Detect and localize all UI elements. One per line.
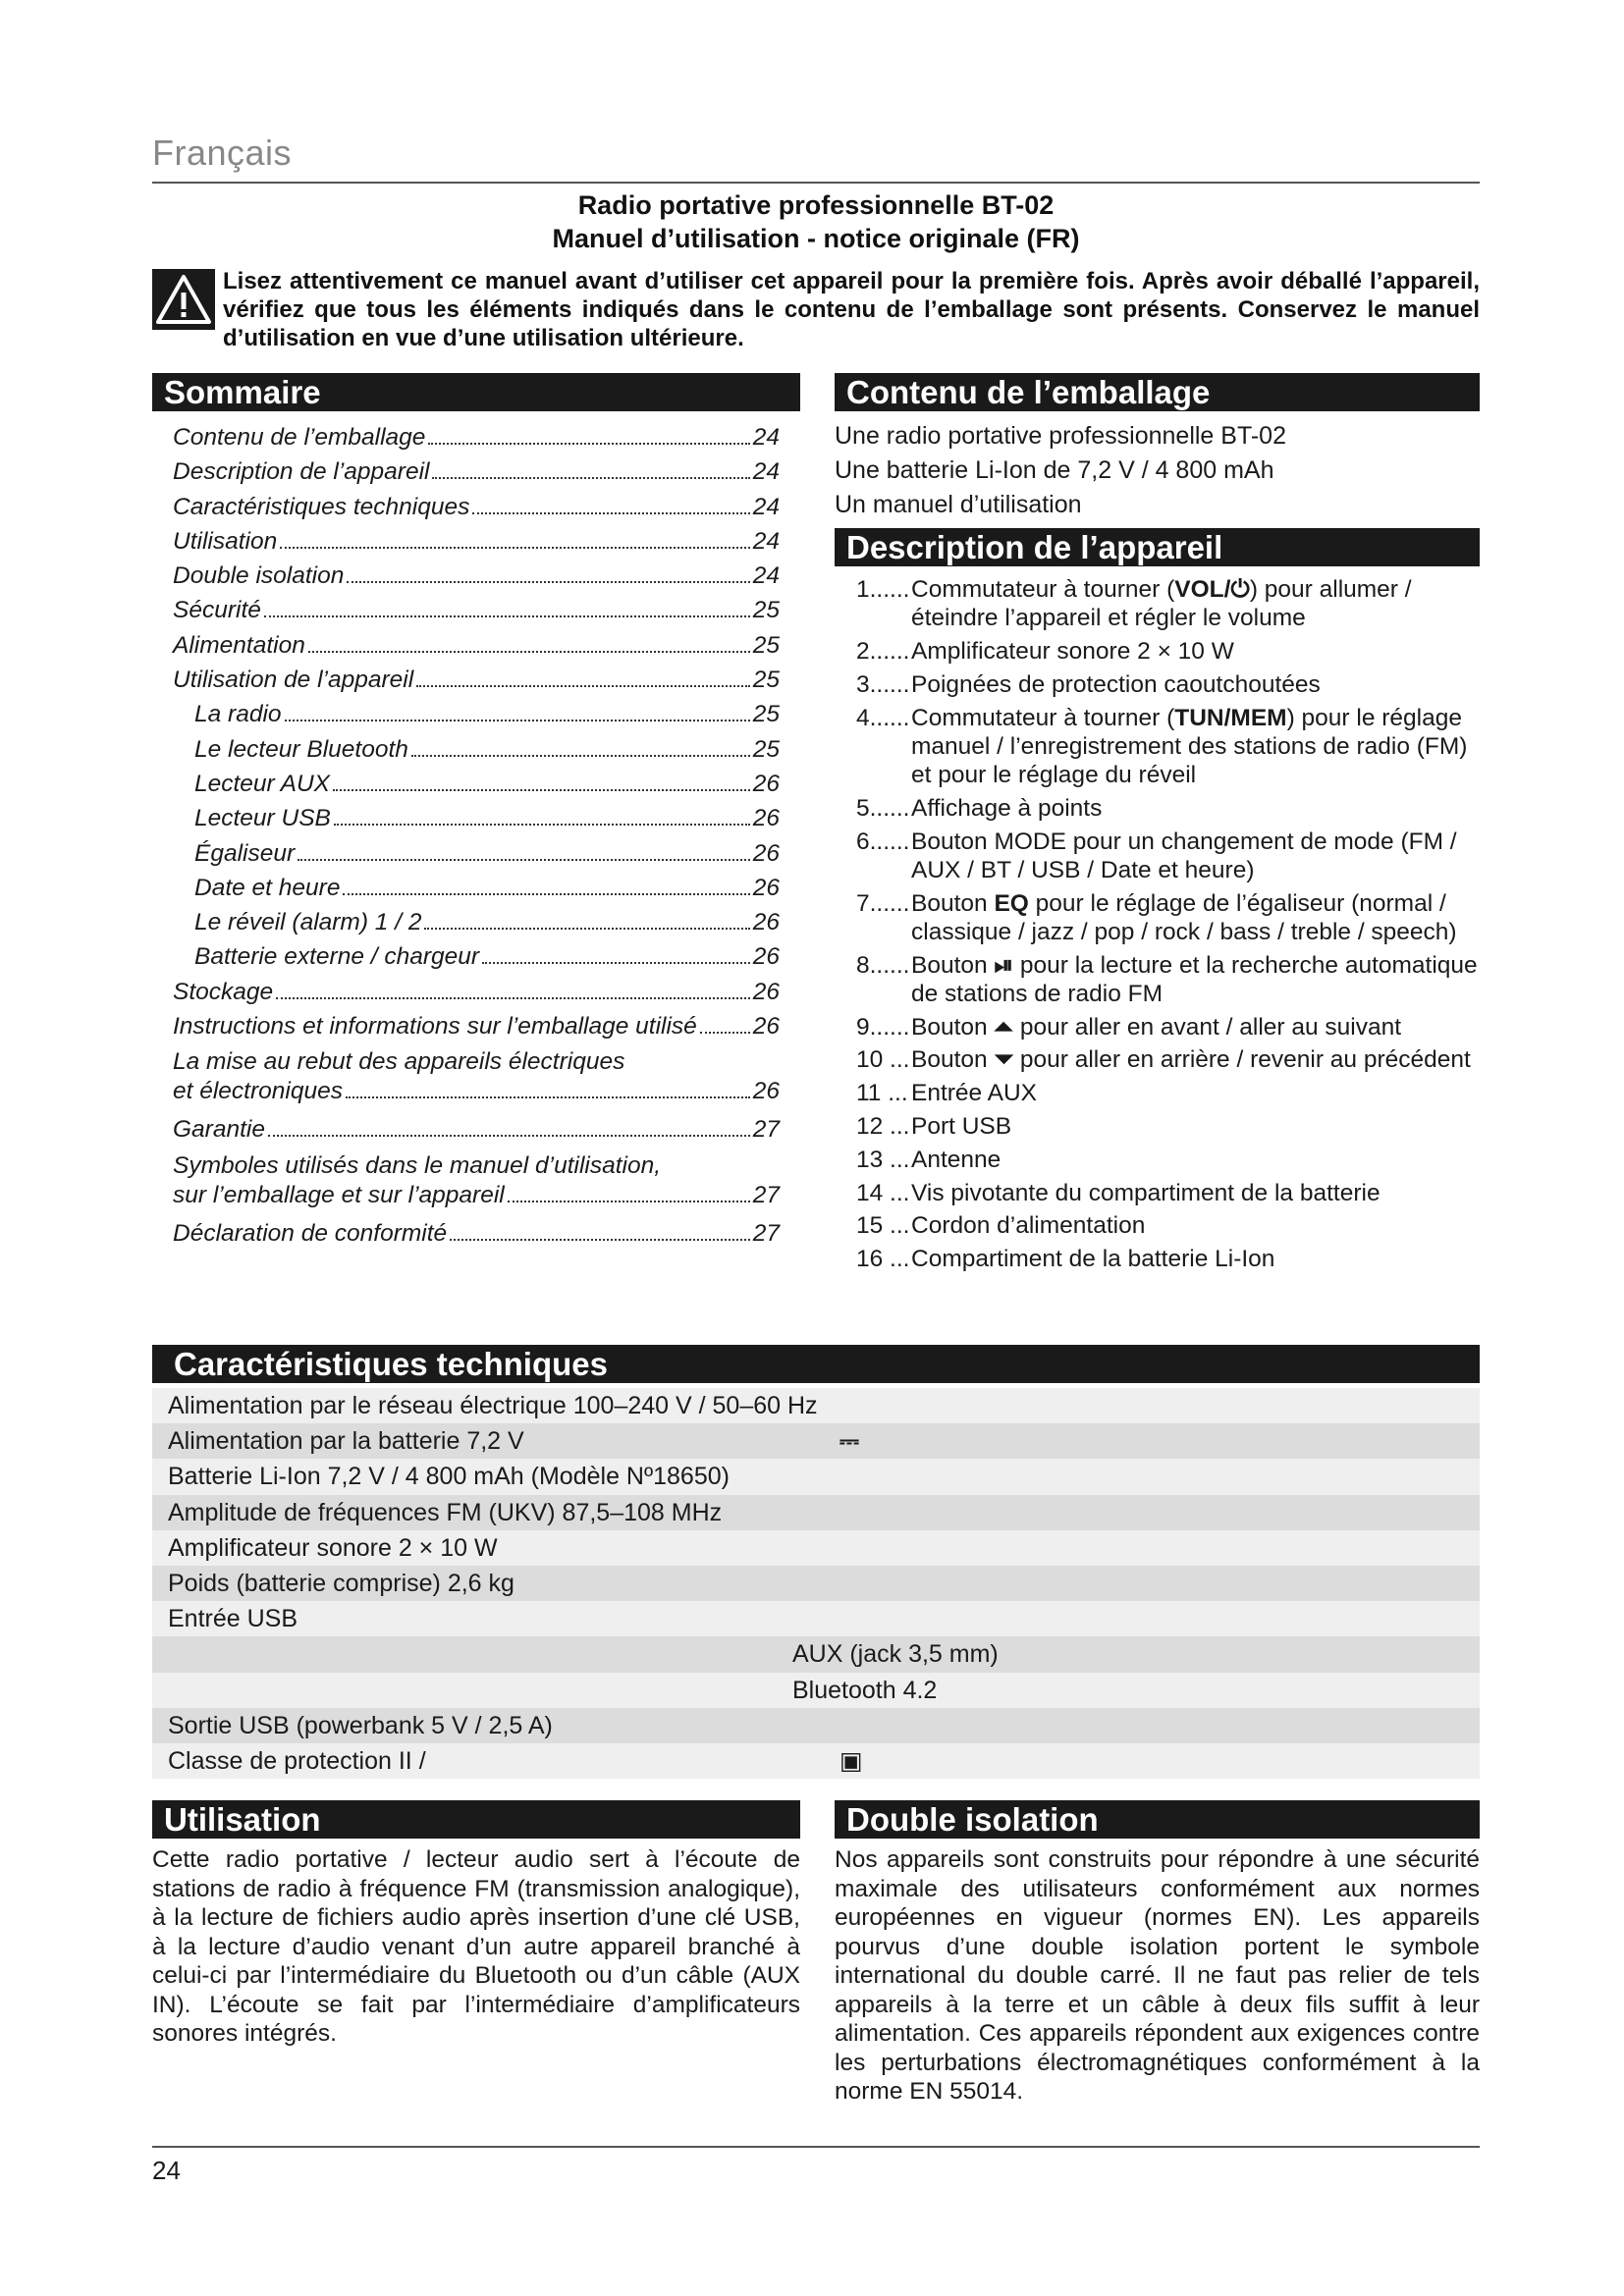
toc-leader [416, 685, 750, 687]
toc-page: 26 [752, 909, 780, 936]
toc-label: Le réveil (alarm) 1 / 2 [194, 909, 422, 936]
toc-label-line1: La mise au rebut des appareils électriques [173, 1048, 625, 1076]
spec-row [152, 1495, 1480, 1530]
description-item [856, 828, 1485, 884]
description-list [856, 575, 1485, 1278]
description-number: 8...... [856, 951, 910, 979]
description-item [856, 1179, 1485, 1207]
description-item [856, 1112, 1485, 1141]
spec-row [152, 1673, 1480, 1708]
spec-row [152, 1459, 1480, 1494]
control-label: ⏯ [994, 951, 1014, 979]
toc-entry [173, 1216, 780, 1251]
toc-page: 27 [752, 1219, 780, 1247]
description-text [911, 637, 1485, 666]
description-number: 7...... [856, 889, 910, 917]
spec-text: Entrée USB [168, 1605, 298, 1633]
description-text-main: Poignées de protection caoutchoutées [911, 670, 1321, 698]
description-number: 2...... [856, 638, 910, 665]
description-text-main: Antenne [911, 1146, 1001, 1173]
toc-label: La radio [194, 701, 282, 728]
spec-row [152, 1743, 1480, 1779]
spec-text: Classe de protection II / [168, 1746, 426, 1775]
toc-entry [173, 559, 780, 593]
description-number: 16 ... [856, 1246, 910, 1273]
page-number: 24 [152, 2156, 181, 2185]
toc-label: Double isolation [173, 562, 345, 590]
table-of-contents [173, 420, 780, 1251]
toc-page: 25 [752, 701, 780, 728]
spec-text: Batterie Li-Ion 7,2 V / 4 800 mAh (Modèle Nº18650) [168, 1463, 730, 1491]
description-text [911, 1179, 1485, 1207]
toc-label-line1: Symboles utilisés dans le manuel d’utilisation, [173, 1151, 662, 1179]
description-text [911, 1112, 1485, 1141]
toc-label: Instructions et informations sur l’emballage utilisé [173, 1013, 697, 1041]
description-text-main: Bouton [911, 951, 995, 979]
toc-entry [173, 871, 780, 905]
toc-entry [173, 628, 780, 663]
toc-page: 24 [752, 424, 780, 451]
specs-table [152, 1388, 1480, 1779]
toc-entry [173, 801, 780, 835]
toc-label: Batterie externe / chargeur [194, 943, 480, 971]
toc-entry [173, 939, 780, 974]
toc-leader [472, 512, 749, 514]
description-item [856, 794, 1485, 823]
toc-leader [276, 997, 750, 999]
toc-page: 24 [752, 493, 780, 520]
toc-leader [268, 1135, 750, 1137]
description-text-main: Cordon d’alimentation [911, 1212, 1146, 1240]
double-isolation-heading: Double isolation [835, 1800, 1480, 1839]
toc-leader [508, 1201, 750, 1202]
toc-page: 26 [752, 978, 780, 1005]
toc-label: Utilisation de l’appareil [173, 667, 414, 694]
spec-text: Sortie USB (powerbank 5 V / 2,5 A) [168, 1711, 553, 1739]
spec-row [152, 1601, 1480, 1636]
toc-page: 26 [752, 770, 780, 797]
toc-entry [173, 975, 780, 1009]
toc-leader [334, 824, 750, 826]
toc-entry [173, 1043, 780, 1112]
description-text-rest: pour aller en avant / aller au suivant [1013, 1013, 1402, 1041]
toc-page: 25 [752, 735, 780, 763]
control-label: ⏶ [994, 1013, 1014, 1041]
spec-row [152, 1388, 1480, 1423]
toc-leader [346, 1096, 750, 1098]
toc-label: Sécurité [173, 597, 261, 624]
footer-rule [152, 2146, 1480, 2148]
spec-row [152, 1530, 1480, 1566]
description-number: 9...... [856, 1013, 910, 1041]
control-label: EQ [994, 889, 1029, 917]
description-number: 13 ... [856, 1146, 910, 1173]
description-number: 5...... [856, 794, 910, 822]
warning-triangle-icon [152, 269, 215, 330]
contenu-item: Un manuel d’utilisation [835, 491, 1082, 518]
toc-leader [333, 789, 750, 791]
toc-page: 24 [752, 458, 780, 486]
description-text-main: Compartiment de la batterie Li-Ion [911, 1246, 1275, 1273]
description-text-main: Bouton [911, 889, 995, 917]
toc-page: 25 [752, 667, 780, 694]
description-number: 1...... [856, 576, 910, 603]
toc-leader [298, 859, 750, 861]
description-text-main: Bouton [911, 1013, 995, 1041]
description-item [856, 951, 1485, 1008]
specs-heading: Caractéristiques techniques [152, 1345, 1480, 1383]
toc-page: 26 [752, 874, 780, 901]
utilisation-text: Cette radio portative / lecteur audio sert à l’écoute de stations de radio à fréquence FM (transmission analogique), à la lecture de fichiers audio après insertion d’une clé USB, à la lecture d’audio venant d’un autre appareil branché à celui-ci par l’intermédiaire du Bluetooth ou d’un câble (AUX IN). L’écoute se fait par l’intermédiaire d’amplificateurs sonores intégrés. [152, 1846, 800, 2047]
description-number: 14 ... [856, 1179, 910, 1206]
toc-entry [173, 454, 780, 489]
toc-entry [173, 767, 780, 801]
toc-label: Lecteur AUX [194, 770, 330, 797]
description-item [856, 889, 1485, 946]
description-text-rest: ) pour le réglage manuel / l’enregistrement des stations de radio (FM) et pour le réglage du réveil [911, 704, 1468, 788]
toc-label-line2: et électroniques [173, 1078, 343, 1105]
toc-entry [173, 1009, 780, 1043]
toc-label: Utilisation [173, 527, 278, 555]
description-text-main: Bouton [911, 1046, 995, 1074]
description-number: 15 ... [856, 1212, 910, 1240]
toc-leader [308, 651, 750, 653]
description-text [911, 889, 1485, 946]
toc-page: 24 [752, 527, 780, 555]
toc-leader [450, 1239, 750, 1241]
description-text-rest: pour aller en arrière / revenir au précédent [1013, 1046, 1471, 1074]
toc-leader [347, 581, 749, 583]
description-number: 11 ... [856, 1080, 908, 1107]
description-item [856, 670, 1485, 699]
description-text [911, 575, 1485, 632]
toc-entry [173, 905, 780, 939]
spec-text: Poids (batterie comprise) 2,6 kg [168, 1569, 514, 1597]
toc-leader [343, 893, 749, 895]
toc-label: Lecteur USB [194, 805, 331, 832]
toc-label: Alimentation [173, 631, 305, 659]
toc-label-line2: sur l’emballage et sur l’appareil [173, 1181, 505, 1208]
description-text [911, 1211, 1485, 1240]
warning-notice [152, 267, 1480, 352]
description-heading: Description de l’appareil [835, 528, 1480, 566]
description-text-main: Amplificateur sonore 2 × 10 W [911, 638, 1234, 665]
toc-entry [173, 1112, 780, 1147]
document-title [152, 188, 1480, 255]
toc-page: 26 [752, 1013, 780, 1041]
toc-entry [173, 420, 780, 454]
class-ii-symbol-icon: ▣ [839, 1746, 863, 1775]
spec-row [152, 1708, 1480, 1743]
description-number: 6...... [856, 828, 910, 855]
description-text-main: Affichage à points [911, 794, 1103, 822]
toc-label: Date et heure [194, 874, 341, 901]
spec-text: Alimentation par la batterie 7,2 V [168, 1427, 524, 1456]
toc-page: 25 [752, 631, 780, 659]
description-text [911, 1079, 1485, 1107]
toc-label: Égaliseur [194, 839, 296, 867]
contenu-item: Une batterie Li-Ion de 7,2 V / 4 800 mAh [835, 456, 1274, 484]
description-item [856, 704, 1485, 790]
toc-page: 24 [752, 562, 780, 590]
toc-leader [482, 962, 750, 964]
utilisation-heading: Utilisation [152, 1800, 800, 1839]
description-text-rest: pour la lecture et la recherche automatique de stations de radio FM [911, 951, 1478, 1007]
spec-text: Alimentation par le réseau électrique 100–240 V / 50–60 Hz [168, 1392, 818, 1419]
title-line-2: Manuel d’utilisation - notice originale (FR) [552, 224, 1080, 253]
toc-page: 25 [752, 597, 780, 624]
title-line-1: Radio portative professionnelle BT-02 [577, 190, 1055, 220]
description-number: 3...... [856, 670, 910, 698]
toc-entry [173, 593, 780, 627]
toc-entry [173, 663, 780, 697]
description-number: 4...... [856, 704, 910, 731]
description-number: 12 ... [856, 1112, 910, 1140]
header-rule [152, 182, 1480, 184]
description-text [911, 670, 1485, 699]
toc-page: 26 [752, 805, 780, 832]
double-isolation-text: Nos appareils sont construits pour répondre à une sécurité maximale des utilisateurs conformément aux normes européennes en vigueur (normes EN). Les appareils pourvus d’une double isolation portent le symbole international du double carré. Il ne faut pas relier de tels appareils à la terre et un câble à deux fils suffit à leur alimentation. Ces appareils répondent aux exigences contre les perturbations électromagnétiques conformément à la norme EN 55014. [835, 1846, 1480, 2105]
description-text-main: Vis pivotante du compartiment de la batterie [911, 1179, 1380, 1206]
description-item [856, 1013, 1485, 1041]
description-text-main: Port USB [911, 1112, 1012, 1140]
toc-leader [285, 720, 750, 721]
description-text-rest: ) pour allumer / éteindre l’appareil et régler le volume [911, 576, 1412, 632]
description-text [911, 794, 1485, 823]
description-number: 10 ... [856, 1046, 910, 1074]
toc-entry [173, 697, 780, 731]
description-item [856, 1146, 1485, 1174]
description-text [911, 951, 1485, 1008]
description-text-rest: pour le réglage de l’égaliseur (normal / classique / jazz / pop / rock / bass / treble / speech) [911, 889, 1457, 945]
spec-extra: AUX (jack 3,5 mm) [792, 1640, 999, 1669]
toc-label: Le lecteur Bluetooth [194, 735, 408, 763]
control-label: ⏷ [994, 1046, 1014, 1074]
description-text [911, 828, 1485, 884]
description-item [856, 637, 1485, 666]
toc-page: 27 [752, 1181, 780, 1208]
toc-label: Stockage [173, 978, 274, 1005]
spec-text: Amplificateur sonore 2 × 10 W [168, 1533, 498, 1562]
toc-leader [428, 443, 749, 445]
description-text [911, 1013, 1485, 1041]
description-item [856, 1079, 1485, 1107]
toc-leader [280, 547, 750, 549]
description-item [856, 1211, 1485, 1240]
toc-label: Garantie [173, 1116, 265, 1144]
sommaire-heading: Sommaire [152, 373, 800, 411]
description-text [911, 704, 1485, 790]
contenu-heading: Contenu de l’emballage [835, 373, 1480, 411]
toc-leader [432, 477, 749, 479]
description-text [911, 1245, 1485, 1273]
toc-page: 26 [752, 839, 780, 867]
description-item [856, 1245, 1485, 1273]
toc-leader [264, 615, 750, 617]
control-label: TUN/MEM [1174, 704, 1287, 731]
spec-row [152, 1636, 1480, 1672]
description-text-main: Bouton MODE pour un changement de mode (FM / AUX / BT / USB / Date et heure) [911, 828, 1457, 883]
toc-entry [173, 524, 780, 559]
toc-page: 26 [752, 1078, 780, 1105]
toc-label: Contenu de l’emballage [173, 424, 426, 451]
spec-extra: Bluetooth 4.2 [792, 1676, 938, 1704]
control-label: VOL/⏻ [1174, 576, 1250, 603]
toc-entry [173, 1148, 780, 1216]
description-text-main: Entrée AUX [911, 1080, 1038, 1107]
dc-symbol-icon: ⎓ [839, 1427, 859, 1456]
toc-leader [700, 1032, 750, 1034]
description-item [856, 575, 1485, 632]
toc-leader [411, 755, 750, 757]
toc-label: Déclaration de conformité [173, 1219, 448, 1247]
language-label: Français [152, 133, 293, 173]
description-item [856, 1045, 1485, 1074]
contenu-item: Une radio portative professionnelle BT-02 [835, 422, 1286, 450]
toc-page: 26 [752, 943, 780, 971]
toc-label: Caractéristiques techniques [173, 493, 470, 520]
description-text-main: Commutateur à tourner ( [911, 576, 1175, 603]
warning-text: Lisez attentivement ce manuel avant d’utiliser cet appareil pour la première fois. Après avoir déballé l’appareil, vérifiez que tous les éléments indiqués dans le contenu de l’emballage sont présents. Conservez le manuel d’utilisation en vue d’une utilisation ultérieure. [223, 268, 1480, 351]
toc-page: 27 [752, 1116, 780, 1144]
toc-label: Description de l’appareil [173, 458, 430, 486]
description-text [911, 1146, 1485, 1174]
toc-entry [173, 732, 780, 767]
toc-leader [424, 928, 749, 930]
spec-row [152, 1423, 1480, 1459]
description-text-main: Commutateur à tourner ( [911, 704, 1175, 731]
spec-row [152, 1566, 1480, 1601]
description-text [911, 1045, 1485, 1074]
toc-entry [173, 836, 780, 871]
toc-entry [173, 490, 780, 524]
spec-text: Amplitude de fréquences FM (UKV) 87,5–108 MHz [168, 1498, 723, 1526]
contenu-list [835, 419, 1480, 522]
